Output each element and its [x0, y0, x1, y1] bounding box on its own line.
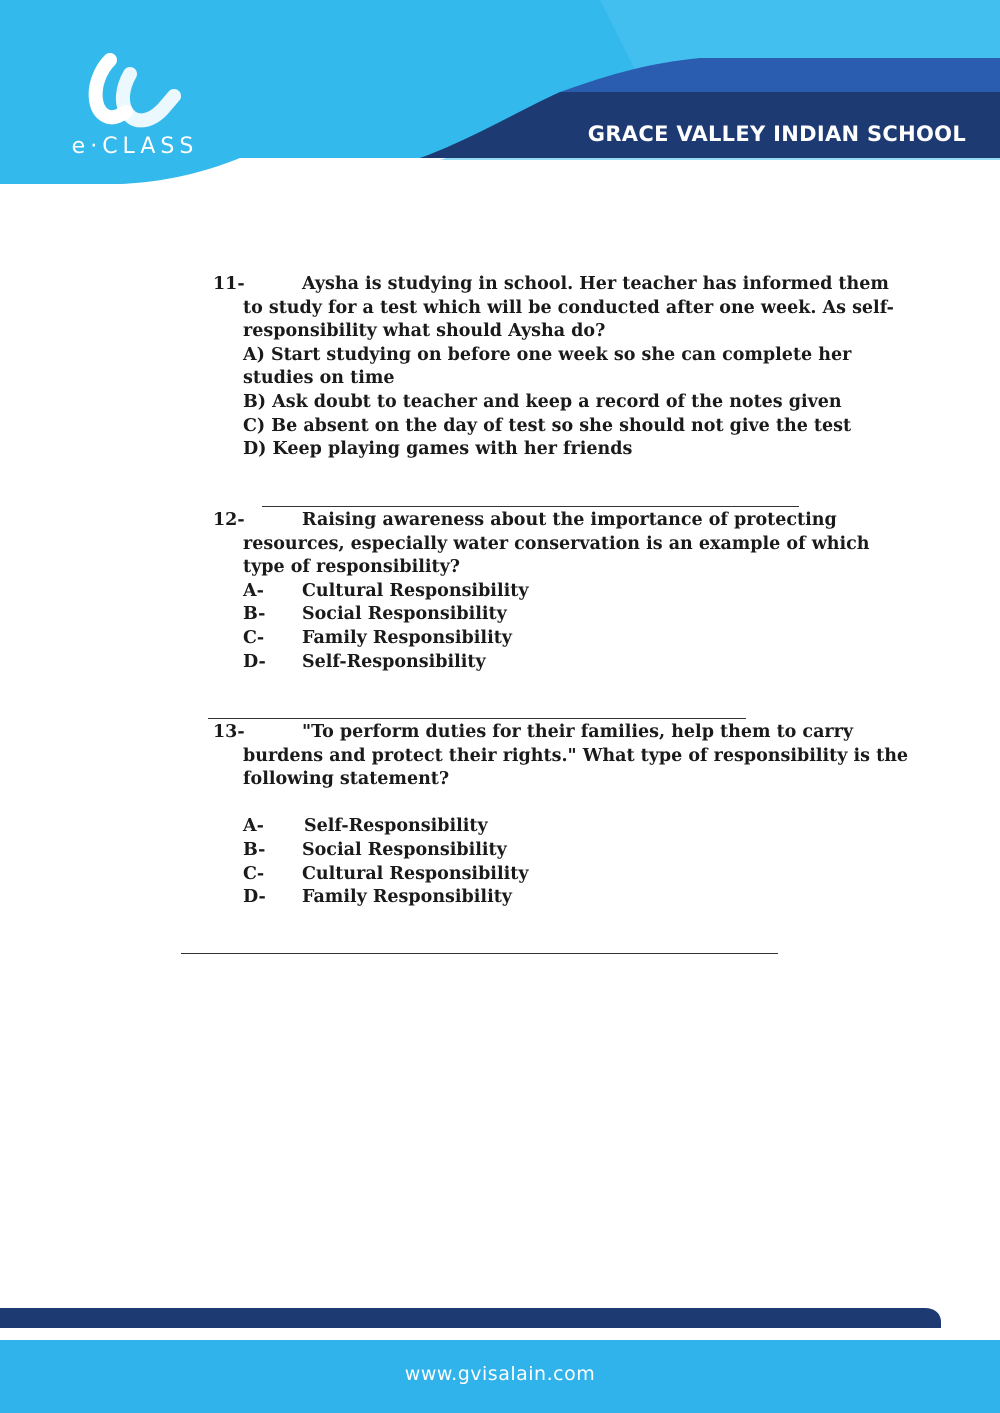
- option-text: Social Responsibility: [302, 839, 507, 860]
- question-text: "To perform duties for their families, help them to carry burdens and protect their rights." What type of responsibility is the following statement?: [243, 722, 909, 790]
- option-text: Family Responsibility: [302, 887, 512, 908]
- option-letter: A-: [243, 816, 264, 837]
- option-text: Family Responsibility: [302, 627, 512, 648]
- footer-banner: [0, 1300, 1000, 1413]
- option-letter: C-: [243, 863, 265, 884]
- option-a: [243, 815, 913, 839]
- option-text: Social Responsibility: [302, 604, 507, 625]
- option-b: B) Ask doubt to teacher and keep a record of the notes given: [243, 391, 842, 412]
- option-c: [243, 627, 913, 651]
- question-12: [213, 509, 913, 674]
- option-d: D) Keep playing games with her friends: [243, 439, 633, 460]
- option-a: A) Start studying on before one week so she can complete her studies on time: [243, 344, 852, 389]
- option-c: C) Be absent on the day of test so she should not give the test: [243, 415, 852, 436]
- option-c: [243, 863, 913, 887]
- option-text: Cultural Responsibility: [302, 580, 529, 601]
- question-13: [213, 721, 913, 910]
- option-letter: D-: [243, 887, 266, 908]
- footer-website: www.gvisalain.com: [404, 1363, 596, 1385]
- option-letter: B-: [243, 839, 266, 860]
- divider: [181, 953, 778, 954]
- option-d: [243, 651, 913, 675]
- option-letter: A-: [243, 580, 264, 601]
- question-text: Aysha is studying in school. Her teacher has informed them to study for a test which will be conducted after one week. As self-responsibility what should Aysha do?: [243, 274, 894, 342]
- option-text: Cultural Responsibility: [302, 863, 529, 884]
- divider: [262, 506, 799, 507]
- option-letter: C-: [243, 627, 265, 648]
- logo-text: e·CLASS: [71, 134, 199, 159]
- option-b: [243, 603, 913, 627]
- option-text: Self-Responsibility: [304, 816, 488, 837]
- question-number: 11-: [213, 274, 245, 294]
- question-text: Raising awareness about the importance of protecting resources, especially water conservation is an example of which type of responsibility?: [243, 510, 870, 578]
- question-number: 12-: [213, 510, 245, 530]
- divider: [208, 718, 746, 719]
- school-name: GRACE VALLEY INDIAN SCHOOL: [587, 122, 966, 146]
- option-text: Self-Responsibility: [302, 651, 486, 672]
- option-a: [243, 580, 913, 604]
- option-d: [243, 886, 913, 910]
- option-letter: D-: [243, 651, 266, 672]
- option-letter: B-: [243, 604, 266, 625]
- question-11: [213, 273, 913, 462]
- question-number: 13-: [213, 722, 245, 742]
- option-b: [243, 839, 913, 863]
